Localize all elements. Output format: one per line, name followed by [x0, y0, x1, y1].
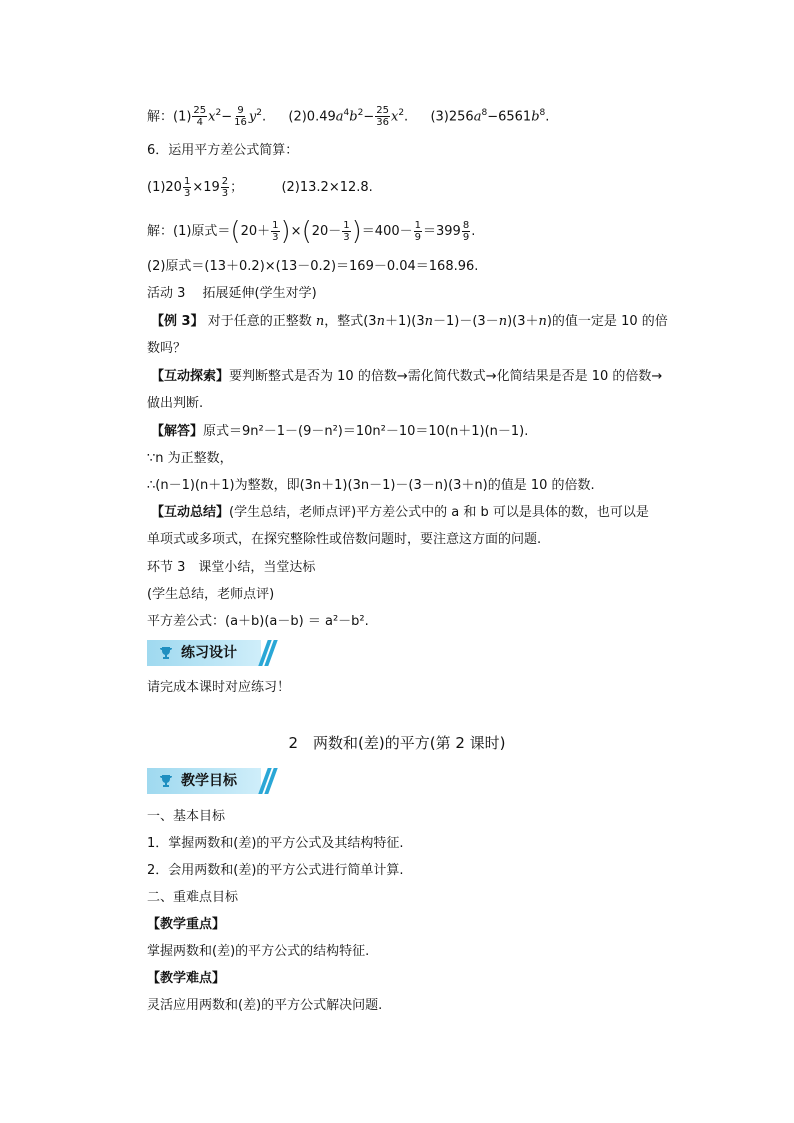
example-3-line-1: 【例 3】 对于任意的正整数 n，整式(3n＋1)(3n－1)－(3－n)(3＋n)的值一定是 10 的倍	[151, 314, 668, 329]
question-6: 6．运用平方差公式简算：	[147, 143, 299, 158]
fraction: $\frac{9}{16}$	[234, 105, 247, 129]
example-3-line-2: 数吗？	[147, 341, 187, 356]
teaching-focus: 掌握两数和(差)的平方公式的结构特征.	[147, 944, 370, 959]
question-6-items: (1)20 $\frac{1}{3}$ ×19 $\frac{2}{3}$ ； (2)13.2×12.8.	[147, 176, 373, 199]
answer-paragraph: 【解答】原式＝9n²－1－(9－n²)＝10n²－10＝10(n＋1)(n－1).	[151, 424, 529, 439]
key-goals-heading: 二、重难点目标	[147, 890, 239, 905]
since-line: ∵n 为正整数，	[147, 451, 233, 466]
solution-2: (2)原式＝(13＋0.2)×(13－0.2)＝169－0.04＝168.96.	[147, 259, 479, 274]
goal-1: 1．掌握两数和(差)的平方公式及其结构特征.	[147, 836, 404, 851]
trophy-icon	[159, 774, 173, 788]
goal-2: 2．会用两数和(差)的平方公式进行简单计算.	[147, 863, 404, 878]
practice-text: 请完成本课时对应练习！	[147, 680, 291, 695]
goals-banner	[147, 768, 273, 794]
practice-banner-label: 练习设计	[181, 645, 237, 661]
fraction: $\frac{25}{36}$	[376, 105, 389, 129]
answer-line-1: 解：(1) $\frac{25}{4}$ $x^2-$ $\frac{9}{16}$ $y^2$. $(2)0.49a^4b^2-$ $\frac{25}{36}$ $x^2$. $(3)256a^8-6561b^8$.	[147, 105, 550, 129]
trophy-icon	[159, 646, 173, 660]
section-title: 2 两数和(差)的平方(第 2 课时)	[288, 734, 506, 752]
teaching-difficulty: 灵活应用两数和(差)的平方公式解决问题.	[147, 998, 383, 1013]
goals-banner-label: 教学目标	[181, 773, 237, 789]
step-3-heading: 环节 3 课堂小结，当堂达标	[147, 560, 316, 575]
summary-line-2: 单项式或多项式，在探究整除性或倍数问题时，要注意这方面的问题.	[147, 532, 542, 547]
teaching-difficulty-tag: 【教学难点】	[147, 971, 226, 986]
step-3-sub: (学生总结，老师点评)	[147, 587, 275, 602]
explore-line-2: 做出判断.	[147, 396, 204, 411]
teaching-focus-tag: 【教学重点】	[147, 917, 226, 932]
activity-3-heading: 活动 3 拓展延伸(学生对学)	[147, 286, 317, 301]
explore-line-1: 【互动探索】要判断整式是否为 10 的倍数→需化简代数式→化简结果是否是 10 的倍数→	[151, 369, 663, 384]
therefore-line: ∴(n－1)(n＋1)为整数，即(3n＋1)(3n－1)－(3－n)(3＋n)的值是 10 的倍数.	[147, 478, 595, 493]
practice-banner	[147, 640, 273, 666]
summary-line-1: 【互动总结】(学生总结，老师点评)平方差公式中的 a 和 b 可以是具体的数，也可以是	[151, 505, 649, 520]
fraction: $\frac{25}{4}$	[193, 105, 207, 129]
basic-goals-heading: 一、基本目标	[147, 809, 226, 824]
formula-line: 平方差公式：(a＋b)(a－b) ＝ a²－b².	[147, 614, 369, 629]
solution-1: 解：(1)原式＝(20＋ $\frac{1}{3}$ )×(20－ $\frac{1}{3}$ )＝400－ $\frac{1}{9}$ ＝399 $\frac{8}{9}$ .	[147, 216, 476, 247]
answer-label: 解：(1)	[147, 109, 192, 125]
